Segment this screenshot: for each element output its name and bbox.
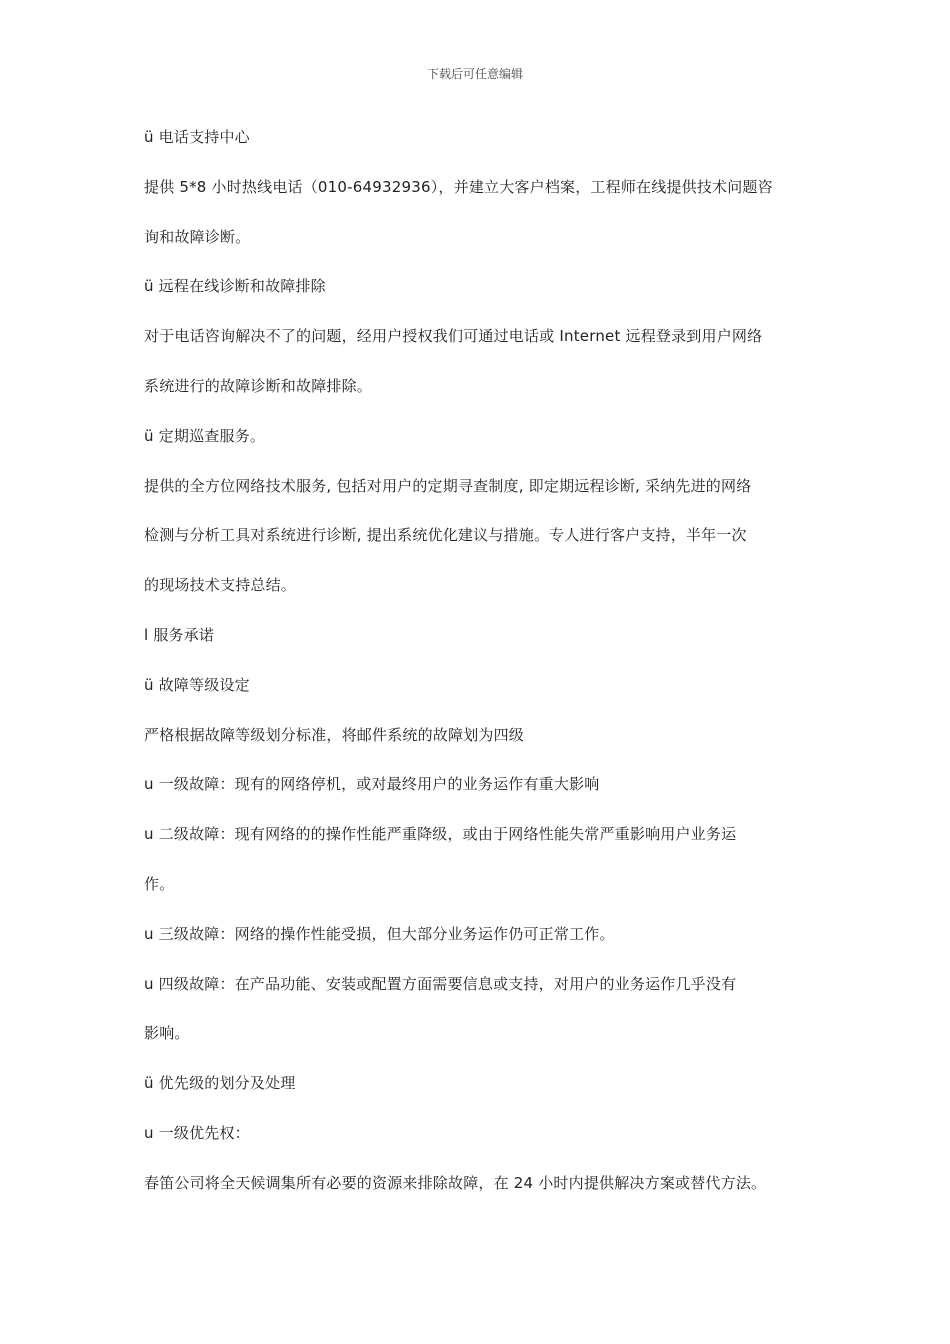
paragraph-line: 春笛公司将全天候调集所有必要的资源来排除故障，在 24 小时内提供解决方案或替代方法。	[144, 1173, 767, 1192]
heading-service-commitment: l 服务承诺	[144, 625, 215, 644]
list-item-fault-level-1: u 一级故障：现有的网络停机，或对最终用户的业务运作有重大影响	[144, 775, 600, 794]
heading-priority-handling: ü 优先级的划分及处理	[144, 1074, 296, 1093]
list-item-fault-level-2: u 二级故障：现有网络的的操作性能严重降级，或由于网络性能失常严重影响用户业务运	[144, 825, 737, 844]
list-item-fault-level-3: u 三级故障：网络的操作性能受损，但大部分业务运作仍可正常工作。	[144, 924, 615, 943]
paragraph-line: 提供的全方位网络技术服务, 包括对用户的定期寻查制度, 即定期远程诊断, 采纳先进的网络	[144, 476, 752, 495]
paragraph-line: 影响。	[144, 1024, 190, 1043]
paragraph-line: 的现场技术支持总结。	[144, 576, 297, 595]
paragraph-line: 对于电话咨询解决不了的问题，经用户授权我们可通过电话或 Internet 远程登录到用户网络	[144, 327, 763, 346]
list-item-priority-1: u 一级优先权：	[144, 1123, 250, 1142]
document-body	[144, 124, 824, 1220]
heading-phone-support: ü 电话支持中心	[144, 128, 250, 146]
page-header: 下载后可任意编辑	[426, 67, 523, 81]
paragraph-line: 检测与分析工具对系统进行诊断, 提出系统优化建议与措施。专人进行客户支持，半年一次	[144, 526, 747, 545]
paragraph-line: 系统进行的故障诊断和故障排除。	[144, 376, 373, 395]
paragraph-line: 提供 5*8 小时热线电话（010-64932936），并建立大客户档案，工程师在线提供技术问题咨	[144, 177, 773, 196]
heading-remote-diagnosis: ü 远程在线诊断和故障排除	[144, 277, 326, 296]
heading-fault-levels: ü 故障等级设定	[144, 675, 250, 694]
paragraph-line: 询和故障诊断。	[144, 227, 251, 246]
heading-periodic-inspection: ü 定期巡查服务。	[144, 426, 266, 445]
paragraph-line: 作。	[144, 874, 175, 893]
list-item-fault-level-4: u 四级故障：在产品功能、安装或配置方面需要信息或支持，对用户的业务运作几乎没有	[144, 974, 737, 993]
paragraph-line: 严格根据故障等级划分标准，将邮件系统的故障划为四级	[144, 725, 525, 744]
